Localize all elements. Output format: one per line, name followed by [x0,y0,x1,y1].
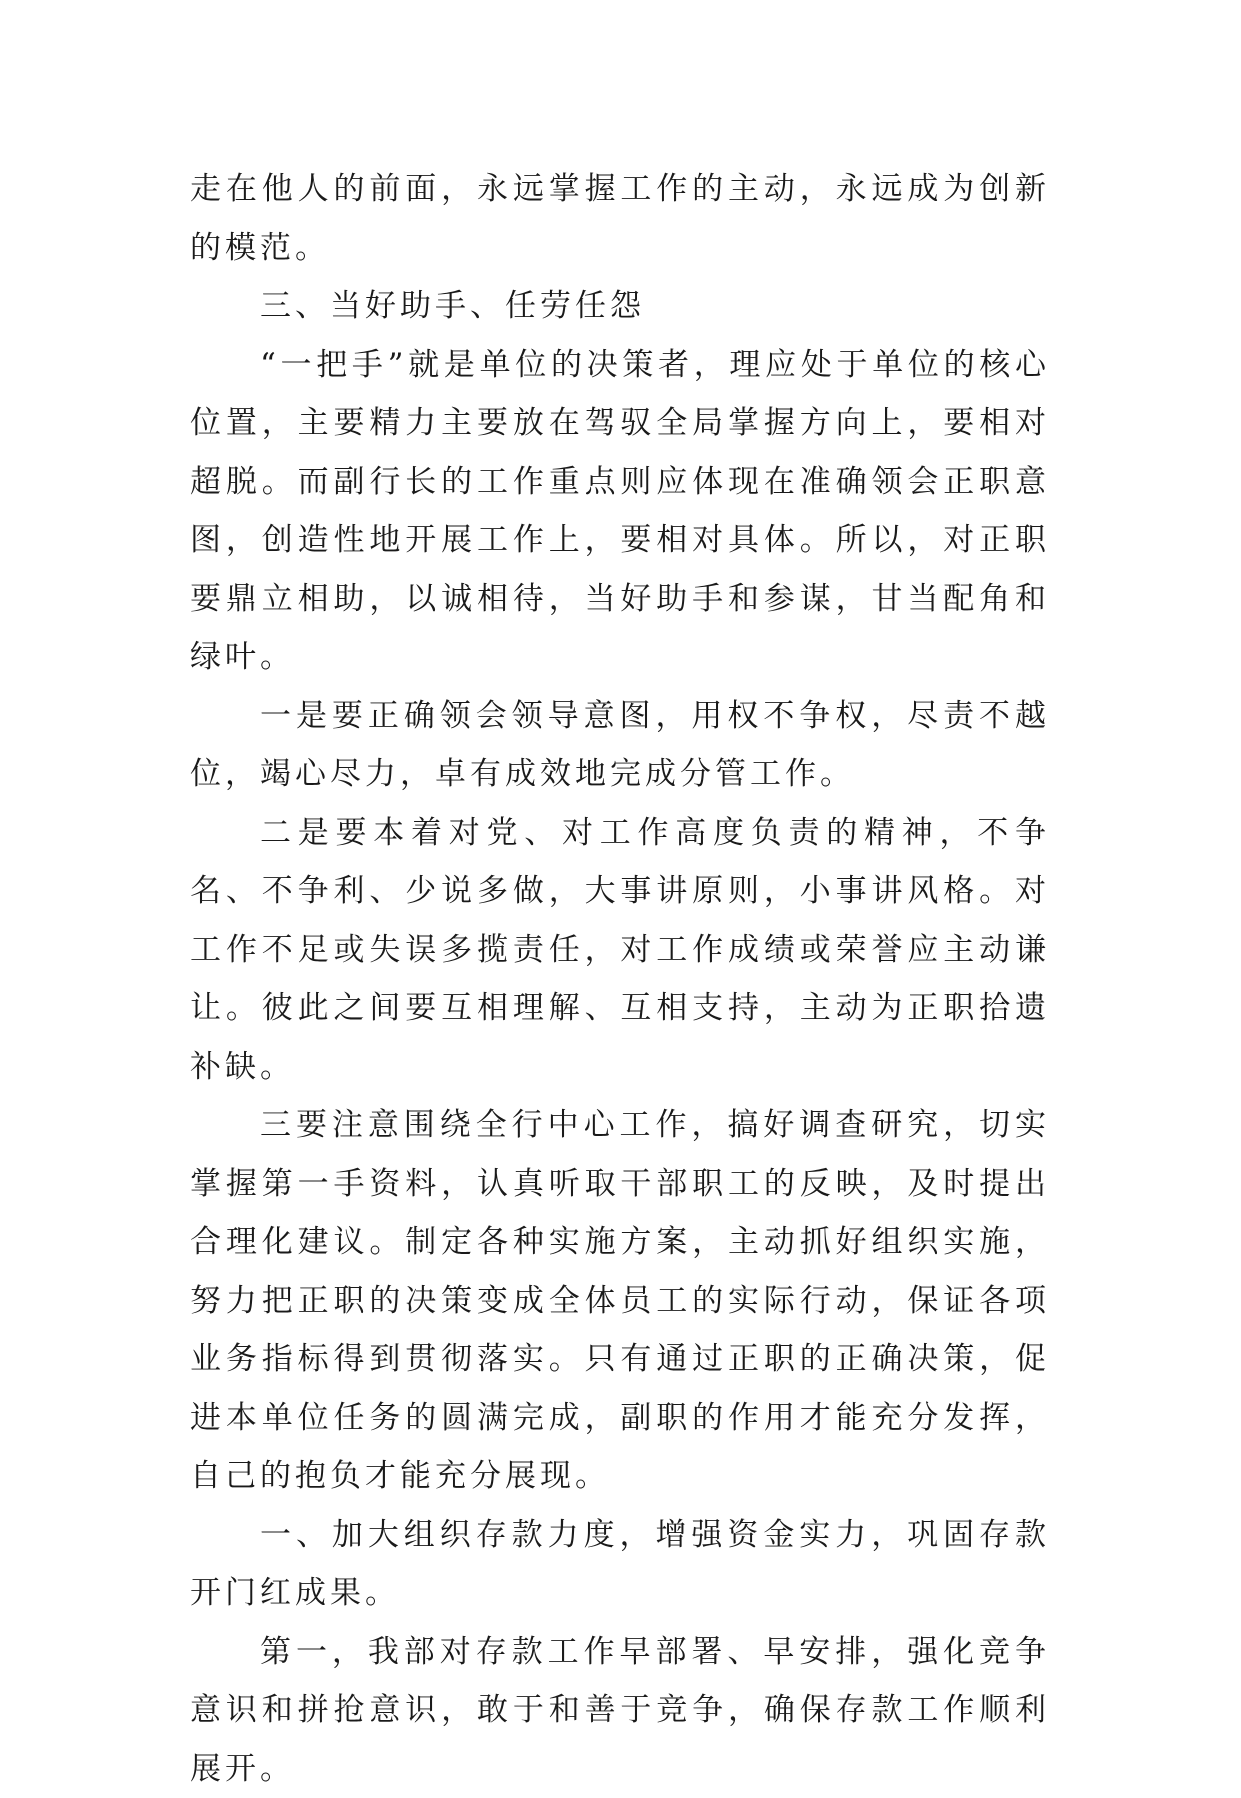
section-heading: 三、当好助手、任劳任怨 [190,277,1050,336]
paragraph: 一是要正确领会领导意图，用权不争权，尽责不越位，竭心尽力，卓有成效地完成分管工作。 [190,687,1050,804]
paragraph: 一、加大组织存款力度，增强资金实力，巩固存款开门红成果。 [190,1506,1050,1623]
paragraph: 二是要本着对党、对工作高度负责的精神，不争名、不争利、少说多做，大事讲原则，小事讲风格。对工作不足或失误多揽责任，对工作成绩或荣誉应主动谦让。彼此之间要互相理解、互相支持，主动为正职拾遗补缺。 [190,804,1050,1097]
paragraph: 第一，我部对存款工作早部署、早安排，强化竞争意识和拼抢意识，敢于和善于竞争，确保存款工作顺利展开。 [190,1623,1050,1798]
paragraph-continuation: 走在他人的前面，永远掌握工作的主动，永远成为创新的模范。 [190,160,1050,277]
document-body [190,160,1050,1798]
paragraph: 三要注意围绕全行中心工作，搞好调查研究，切实掌握第一手资料，认真听取干部职工的反映，及时提出合理化建议。制定各种实施方案，主动抓好组织实施，努力把正职的决策变成全体员工的实际行动，保证各项业务指标得到贯彻落实。只有通过正职的正确决策，促进本单位任务的圆满完成，副职的作用才能充分发挥，自己的抱负才能充分展现。 [190,1096,1050,1506]
paragraph: “一把手”就是单位的决策者，理应处于单位的核心位置，主要精力主要放在驾驭全局掌握方向上，要相对超脱。而副行长的工作重点则应体现在准确领会正职意图，创造性地开展工作上，要相对具体。所以，对正职要鼎立相助，以诚相待，当好助手和参谋，甘当配角和绿叶。 [190,336,1050,687]
